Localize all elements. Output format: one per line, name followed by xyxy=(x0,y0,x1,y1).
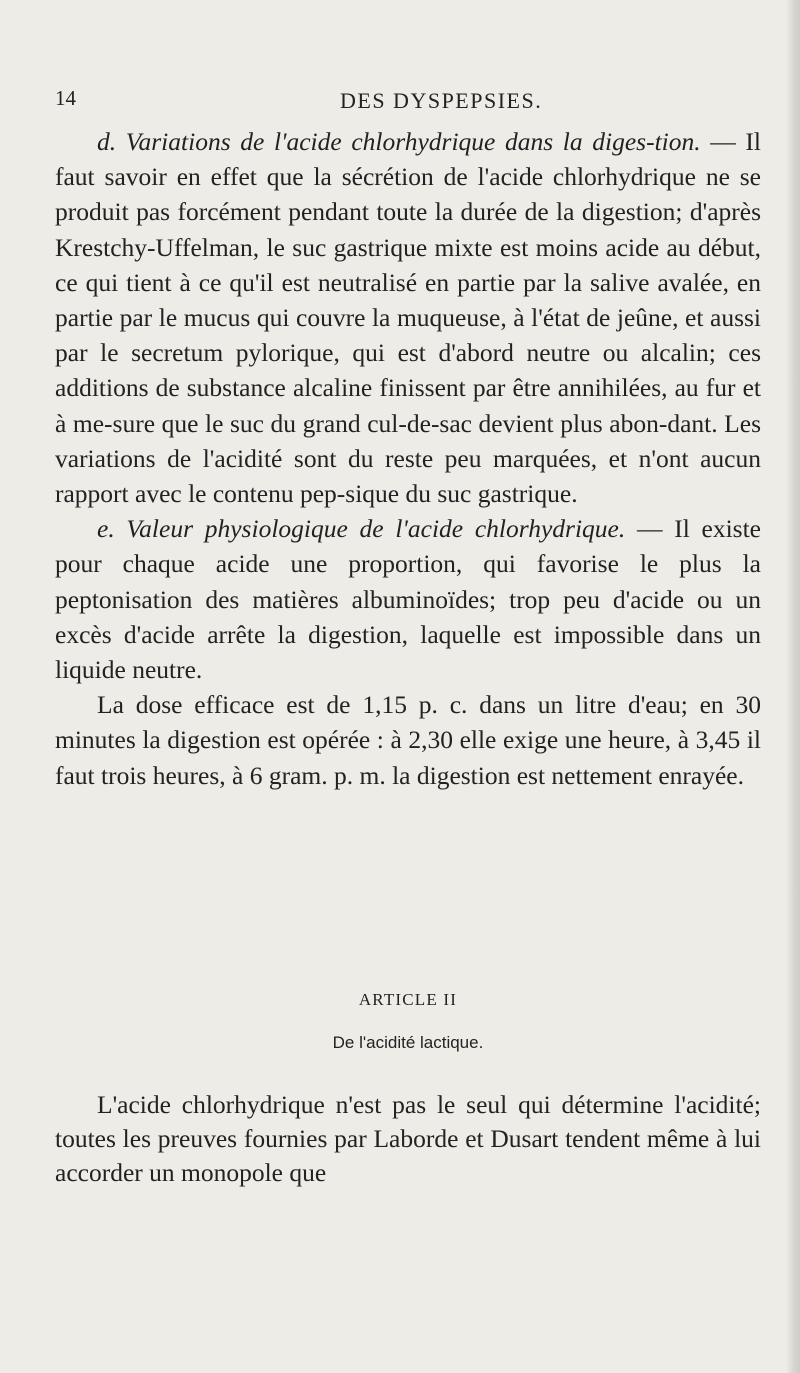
running-head xyxy=(55,86,755,116)
page-number: 14 xyxy=(55,86,76,110)
paragraph-text: — Il faut savoir en effet que la sécrétion de l'acide chlorhydrique ne se produit pas forcément pendant toute la durée de la digestion; d'après Krestchy-Uffelman, le suc gastrique mixte est moins acide au début, ce qui tient à ce qu'il est neutralisé en partie par la salive avalée, en partie par le mucus qui couvre la muqueuse, à l'état de jeûne, et aussi par le secretum pylorique, qui est d'abord neutre ou alcalin; ces additions de substance alcaline finissent par être annihilées, au fur et à me-sure que le suc du grand cul-de-sac devient plus abon-dant. Les variations de l'acidité sont du reste peu marquées, et n'ont aucun rapport avec le contenu pep-sique du suc gastrique. xyxy=(55,127,762,509)
paragraph-variations xyxy=(55,124,761,511)
paragraph-text: — Il existe pour chaque acide une proportion, qui favorise le plus la peptonisation des matières albuminoïdes; trop peu d'acide ou un excès d'acide arrête la digestion, laquelle est impossible dans un liquide neutre. xyxy=(55,514,761,685)
article-subtitle: De l'acidité lactique. xyxy=(332,1033,484,1052)
article-heading: ARTICLE II xyxy=(358,990,458,1009)
article-text xyxy=(55,1088,761,1190)
paragraph-text: L'acide chlorhydrique n'est pas le seul qui détermine l'acidité; toutes les preuves fournies par Laborde et Dusart tendent même à lui accorder un monopole que xyxy=(55,1090,761,1187)
paragraph-valeur xyxy=(55,511,761,687)
section-heading-valeur: e. Valeur physiologique de l'acide chlorhydrique. xyxy=(97,514,626,544)
section-heading-variations: d. Variations de l'acide chlorhydrique dans la diges-tion. xyxy=(97,127,701,156)
paragraph-text: La dose efficace est de 1,15 p. c. dans un litre d'eau; en 30 minutes la digestion est opérée : à 2,30 elle exige une heure, à 3,45 il faut trois heures, à 6 gram. p. m. la digestion est nettement enrayée. xyxy=(55,690,761,790)
page-edge-shadow xyxy=(786,0,800,1373)
running-title: DES DYSPEPSIES. xyxy=(340,88,543,113)
paragraph-dose xyxy=(55,687,761,793)
paragraph-lactique xyxy=(55,1088,761,1190)
main-text xyxy=(55,124,761,793)
